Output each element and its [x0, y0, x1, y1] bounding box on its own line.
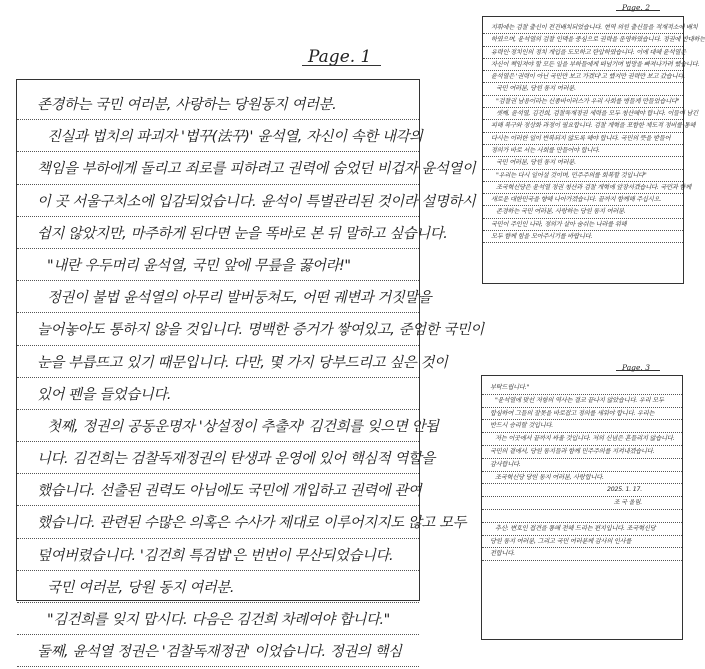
handwritten-line: 둘째, 윤석열 정권은 '검찰독재정권' 이었습니다. 정권의 핵심 — [17, 635, 419, 667]
handwritten-line: 국민 여러분, 당원 동지 여러분. — [17, 571, 419, 603]
page-number-3: Page. 3 — [622, 363, 650, 372]
postscript-line: 추신: 변호인 접견을 통해 전해 드리는 편지입니다. 조국혁신당 — [482, 523, 682, 536]
handwritten-line: 피해 복구와 정상화 과정이 필요합니다. 검찰 개혁을 포함한 제도적 정비를 통해 — [483, 120, 683, 132]
handwritten-line: 첫째, 정권의 공동운명자 '상설정이 추출자' 김건희를 잊으면 안됩 — [17, 410, 419, 442]
handwritten-line: 존경하는 국민 여러분, 사랑하는 당원동지 여러분. — [17, 88, 419, 120]
handwritten-line: 국민 여러분, 당원 동지 여러분. — [483, 83, 683, 95]
letter-date: 2025. 1. 17. — [482, 484, 682, 497]
handwritten-line: 늘어놓아도 통하지 않을 것입니다. 명백한 증거가 쌓여있고, 준엄한 국민이 — [17, 313, 419, 345]
handwritten-line: 모두 함께 힘을 모아주시기를 바랍니다. — [483, 231, 683, 243]
handwritten-line: 합심하여 그들의 잘못을 바로잡고 정의를 세워야 합니다. 우리는 — [482, 408, 682, 421]
handwritten-line: 새로운 대한민국을 향해 나아가겠습니다. 끝까지 함께해 주십시오. — [483, 194, 683, 206]
letter-page-1 — [16, 79, 484, 661]
handwritten-line: 자신이 책임져야 할 모든 일을 부하들에게 떠넘기며 법망을 빠져나가려 했습니다. — [483, 59, 683, 71]
handwritten-line: 지휘에는 검찰 출신이 전진배치되었습니다. 현역 의원 출신들을 적재적소에 배치 — [483, 22, 683, 34]
handwritten-line: 유력인·정치인의 정치 개입을 도모하고 탄압하였습니다. 이에 대해 윤석열은 — [483, 47, 683, 59]
handwritten-line: 국민의 곁에서, 당원 동지들과 함께 민주주의를 지켜내겠습니다. — [482, 446, 682, 459]
handwritten-line: 했습니다. 관련된 수많은 의혹은 수사가 제대로 이루어지지도 않고 모두 — [17, 506, 419, 538]
handwritten-line: 있어 펜을 들었습니다. — [17, 378, 419, 410]
postscript-line: 전합니다. — [482, 548, 682, 561]
handwritten-line: 저는 이곳에서 끝까지 싸울 것입니다. 저의 신념은 흔들리지 않습니다. — [482, 433, 682, 446]
handwritten-line: 이 곳 서울구치소에 입감되었습니다. 윤석이 특별관리된 것이라 설명하시 — [17, 185, 419, 217]
handwritten-line: 니다. 김건희는 검찰독재정권의 탄생과 운영에 있어 핵심적 역할을 — [17, 442, 419, 474]
letter-signature: 조 국 올림. — [482, 497, 682, 510]
handwritten-line: 쉽지 않았지만, 마주하게 된다면 눈을 똑바로 본 뒤 말하고 싶습니다. — [17, 217, 419, 249]
handwritten-line: 윤석열은 '권력이 아닌 국민만 보고 가겠다'고 했지만 권력만 보고 갔습니다. — [483, 71, 683, 83]
handwritten-line: 국민 여러분, 당원 동지 여러분. — [483, 157, 683, 169]
handwritten-line — [482, 510, 682, 523]
handwritten-line: 덮여버렸습니다. '김건희 특검법'은 번번이 무산되었습니다. — [17, 539, 419, 571]
handwritten-line: 조국혁신당 당원 동지 여러분, 사랑합니다. — [482, 472, 682, 485]
handwritten-line: "김건희를 잊지 맙시다. 다음은 김건희 차례여야 합니다." — [17, 603, 419, 635]
handwritten-line: 존경하는 국민 여러분, 사랑하는 당원 동지 여러분. — [483, 206, 683, 218]
handwritten-line: 눈을 부릅뜨고 있기 때문입니다. 다만, 몇 가지 당부드리고 싶은 것이 — [17, 346, 419, 378]
handwritten-line: 진실과 법치의 파괴자 '법꾸(法꾸)' 윤석열, 자신이 속한 내각의 — [17, 120, 419, 152]
handwritten-line: "검찰권 남용이라는 신종바이러스가 우리 사회를 병들게 만들었습니다" — [483, 96, 683, 108]
handwritten-line: 부탁드립니다." — [482, 382, 682, 395]
postscript-line: 당원 동지 여러분, 그리고 국민 여러분께 감사의 인사를 — [482, 536, 682, 549]
handwritten-line: 조국혁신당은 윤석열 정권 청산과 검찰 개혁에 앞장서겠습니다. 국민과 함께 — [483, 182, 683, 194]
page-number-2: Page. 2 — [622, 3, 650, 12]
handwritten-line: "윤석열에 맞선 저항의 역사는 결코 끝나지 않았습니다. 우리 모두 — [482, 395, 682, 408]
handwritten-line: 감사합니다. — [482, 459, 682, 472]
handwritten-line: 책임을 부하에게 돌리고 죄로를 피하려고 권력에 숨었던 비겁자 윤석열이 — [17, 152, 419, 184]
handwritten-line: 반드시 승리할 것입니다. — [482, 420, 682, 433]
handwritten-line: 정의가 바로 서는 사회를 만들어야 합니다. — [483, 145, 683, 157]
page-number-1: Page. 1 — [308, 47, 372, 67]
handwritten-line: 다시는 이러한 일이 반복되지 않도록 해야 합니다. 국민의 뜻을 받들어 — [483, 133, 683, 145]
handwritten-line: 정권이 불법 윤석열의 아무리 발버둥쳐도, 어떤 궤변과 거짓말을 — [17, 281, 419, 313]
handwritten-line: "우리는 다시 일어설 것이며, 민주주의를 회복할 것입니다" — [483, 170, 683, 182]
letter-page-2 — [482, 16, 705, 284]
handwritten-line: "내란 우두머리 윤석열, 국민 앞에 무릎을 꿇어라!" — [17, 249, 419, 281]
handwritten-line: 셋째, 윤석열, 김건희, 검찰독재정권 세력을 모두 청산해야 합니다. 이들이 남긴 — [483, 108, 683, 120]
handwritten-line: 하였으며, 윤석열의 검찰 인맥을 중심으로 권력을 운영하였습니다. 정권에 반대하는 — [483, 34, 683, 46]
handwritten-line: 국민이 주인인 나라, 정의가 살아 숨쉬는 나라를 위해 — [483, 219, 683, 231]
letter-page-3 — [481, 375, 683, 640]
handwritten-line: 했습니다. 선출된 권력도 아님에도 국민에 개입하고 권력에 관여 — [17, 474, 419, 506]
